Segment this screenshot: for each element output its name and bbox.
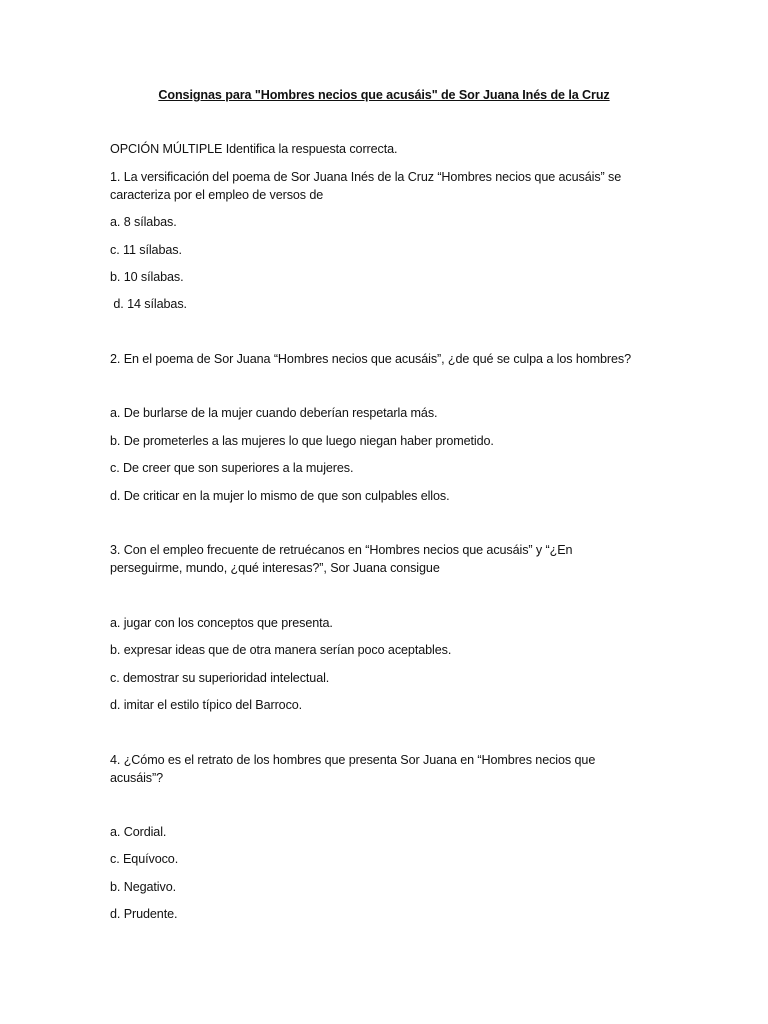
instructions: OPCIÓN MÚLTIPLE Identifica la respuesta correcta. [110, 142, 398, 156]
question-2-option-4: d. De criticar en la mujer lo mismo de que son culpables ellos. [110, 489, 450, 503]
question-4-option-3: b. Negativo. [110, 880, 177, 894]
question-2-line-1: 2. En el poema de Sor Juana “Hombres necios que acusáis”, ¿de qué se culpa a los hombres? [110, 352, 632, 366]
document-title: Consignas para "Hombres necios que acusáis" de Sor Juana Inés de la Cruz [158, 88, 610, 102]
question-3-option-2: b. expresar ideas que de otra manera serían poco aceptables. [110, 643, 452, 657]
question-4-line-2: acusáis”? [110, 771, 163, 785]
question-3-option-3: c. demostrar su superioridad intelectual. [110, 671, 330, 685]
question-4-option-4: d. Prudente. [110, 907, 178, 921]
question-1-line-1: 1. La versificación del poema de Sor Juana Inés de la Cruz “Hombres necios que acusáis” se [110, 170, 622, 184]
question-4-option-1: a. Cordial. [110, 825, 167, 839]
question-1-option-2: c. 11 sílabas. [110, 243, 182, 257]
question-3-option-1: a. jugar con los conceptos que presenta. [110, 616, 333, 630]
question-4-option-2: c. Equívoco. [110, 852, 179, 866]
question-3-line-1: 3. Con el empleo frecuente de retruécanos en “Hombres necios que acusáis” y “¿En [110, 543, 573, 557]
question-2-option-3: c. De creer que son superiores a la mujeres. [110, 461, 354, 475]
question-3-line-2: perseguirme, mundo, ¿qué interesas?”, Sor Juana consigue [110, 561, 440, 575]
question-1-option-3: b. 10 sílabas. [110, 270, 184, 284]
question-1-line-2: caracteriza por el empleo de versos de [110, 188, 324, 202]
question-1-option-4: d. 14 sílabas. [110, 297, 187, 311]
question-3-option-4: d. imitar el estilo típico del Barroco. [110, 698, 303, 712]
question-2-option-2: b. De prometerles a las mujeres lo que luego niegan haber prometido. [110, 434, 494, 448]
question-1-option-1: a. 8 sílabas. [110, 215, 177, 229]
question-4-line-1: 4. ¿Cómo es el retrato de los hombres que presenta Sor Juana en “Hombres necios que [110, 753, 596, 767]
question-2-option-1: a. De burlarse de la mujer cuando deberían respetarla más. [110, 406, 438, 420]
